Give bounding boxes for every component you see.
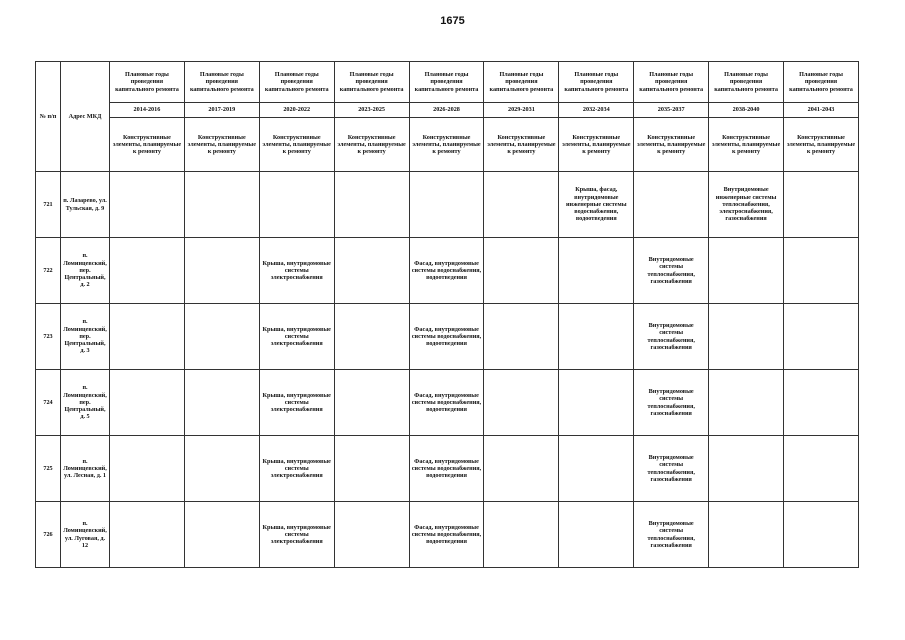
row-cell: Фасад, внутридомовые системы водоснабжения, водоотведения	[409, 238, 484, 304]
row-cell	[559, 370, 634, 436]
header-years: 2029-2031	[484, 103, 559, 118]
row-cell	[110, 172, 185, 238]
row-cell: Внутридомовые системы теплоснабжения, газоснабжения	[634, 370, 709, 436]
table-row	[36, 238, 859, 304]
header-period-title: Плановые годы проведения капитального ремонта	[259, 62, 334, 103]
row-cell	[784, 436, 859, 502]
row-cell	[334, 370, 409, 436]
header-period-title: Плановые годы проведения капитального ремонта	[559, 62, 634, 103]
header-sub: Конструктивные элементы, планируемые к ремонту	[559, 118, 634, 172]
row-cell	[409, 172, 484, 238]
row-cell: Фасад, внутридомовые системы водоснабжения, водоотведения	[409, 502, 484, 568]
header-years: 2035-2037	[634, 103, 709, 118]
table-row	[36, 304, 859, 370]
row-cell: Крыша, внутридомовые системы электроснабжения	[259, 304, 334, 370]
header-period-title: Плановые годы проведения капитального ремонта	[110, 62, 185, 103]
row-cell	[184, 238, 259, 304]
row-address: п. Ломинцевский, пер. Центральный, д. 3	[61, 304, 110, 370]
header-years: 2032-2034	[559, 103, 634, 118]
row-cell	[184, 436, 259, 502]
row-cell	[259, 172, 334, 238]
header-period-title: Плановые годы проведения капитального ремонта	[334, 62, 409, 103]
header-row-sub	[36, 118, 859, 172]
header-years: 2020-2022	[259, 103, 334, 118]
row-cell	[110, 370, 185, 436]
header-years: 2041-2043	[784, 103, 859, 118]
header-period-title: Плановые годы проведения капитального ремонта	[784, 62, 859, 103]
row-cell	[334, 436, 409, 502]
row-cell: Внутридомовые инженерные системы теплоснабжения, электроснабжения, газоснабжения	[709, 172, 784, 238]
row-cell: Фасад, внутридомовые системы водоснабжения, водоотведения	[409, 436, 484, 502]
row-cell: Внутридомовые системы теплоснабжения, газоснабжения	[634, 304, 709, 370]
row-cell: Фасад, внутридомовые системы водоснабжения, водоотведения	[409, 370, 484, 436]
row-number: 723	[36, 304, 61, 370]
row-cell	[484, 172, 559, 238]
row-number: 722	[36, 238, 61, 304]
row-cell	[709, 502, 784, 568]
header-row-years	[36, 103, 859, 118]
row-number: 724	[36, 370, 61, 436]
table-row	[36, 370, 859, 436]
row-cell	[484, 370, 559, 436]
row-cell	[334, 304, 409, 370]
row-cell	[484, 436, 559, 502]
row-cell	[184, 172, 259, 238]
header-period-title: Плановые годы проведения капитального ремонта	[709, 62, 784, 103]
header-period-title: Плановые годы проведения капитального ремонта	[484, 62, 559, 103]
row-cell	[110, 502, 185, 568]
header-sub: Конструктивные элементы, планируемые к ремонту	[334, 118, 409, 172]
row-cell	[334, 502, 409, 568]
row-cell	[110, 304, 185, 370]
row-address: п. Ломинцевский, пер. Центральный, д. 5	[61, 370, 110, 436]
row-cell: Внутридомовые системы теплоснабжения, газоснабжения	[634, 436, 709, 502]
row-cell	[709, 238, 784, 304]
row-cell	[709, 436, 784, 502]
row-cell: Крыша, фасад, внутридомовые инженерные системы водоснабжения, водоотведения	[559, 172, 634, 238]
row-cell	[784, 502, 859, 568]
header-sub: Конструктивные элементы, планируемые к ремонту	[484, 118, 559, 172]
header-sub: Конструктивные элементы, планируемые к ремонту	[259, 118, 334, 172]
row-number: 726	[36, 502, 61, 568]
header-years: 2038-2040	[709, 103, 784, 118]
header-sub: Конструктивные элементы, планируемые к ремонту	[110, 118, 185, 172]
row-cell: Крыша, внутридомовые системы электроснабжения	[259, 370, 334, 436]
row-cell: Крыша, внутридомовые системы электроснабжения	[259, 436, 334, 502]
header-sub: Конструктивные элементы, планируемые к ремонту	[784, 118, 859, 172]
row-cell	[784, 304, 859, 370]
row-cell	[184, 304, 259, 370]
row-cell: Крыша, внутридомовые системы электроснабжения	[259, 238, 334, 304]
row-cell	[484, 502, 559, 568]
table-row	[36, 172, 859, 238]
header-period-title: Плановые годы проведения капитального ремонта	[409, 62, 484, 103]
row-number: 725	[36, 436, 61, 502]
page-number: 1675	[440, 15, 465, 27]
header-sub: Конструктивные элементы, планируемые к ремонту	[184, 118, 259, 172]
header-years: 2014-2016	[110, 103, 185, 118]
row-cell: Фасад, внутридомовые системы водоснабжения, водоотведения	[409, 304, 484, 370]
row-cell	[110, 436, 185, 502]
row-address: п. Лазарево, ул. Тульская, д. 9	[61, 172, 110, 238]
row-cell	[559, 502, 634, 568]
row-cell: Крыша, внутридомовые системы электроснабжения	[259, 502, 334, 568]
header-sub: Конструктивные элементы, планируемые к ремонту	[409, 118, 484, 172]
row-cell	[784, 370, 859, 436]
row-cell	[559, 304, 634, 370]
row-cell	[184, 502, 259, 568]
row-cell	[484, 238, 559, 304]
row-cell	[709, 370, 784, 436]
header-period-title: Плановые годы проведения капитального ремонта	[184, 62, 259, 103]
header-years: 2017-2019	[184, 103, 259, 118]
row-cell	[784, 238, 859, 304]
header-row-titles	[36, 62, 859, 103]
row-cell: Внутридомовые системы теплоснабжения, газоснабжения	[634, 502, 709, 568]
header-sub: Конструктивные элементы, планируемые к ремонту	[709, 118, 784, 172]
row-number: 721	[36, 172, 61, 238]
header-years: 2023-2025	[334, 103, 409, 118]
row-cell	[634, 172, 709, 238]
capital-repair-table	[35, 61, 859, 568]
row-address: п. Ломинцевский, пер. Центральный, д. 2	[61, 238, 110, 304]
table-row	[36, 436, 859, 502]
header-years: 2026-2028	[409, 103, 484, 118]
row-cell	[184, 370, 259, 436]
row-cell	[484, 304, 559, 370]
row-cell	[334, 172, 409, 238]
header-num: № п/п	[36, 62, 61, 172]
row-cell: Внутридомовые системы теплоснабжения, газоснабжения	[634, 238, 709, 304]
row-cell	[784, 172, 859, 238]
row-cell	[559, 436, 634, 502]
row-address: п. Ломинцевский, ул. Лесная, д. 1	[61, 436, 110, 502]
row-cell	[709, 304, 784, 370]
table-row	[36, 502, 859, 568]
row-cell	[110, 238, 185, 304]
table-body	[36, 172, 859, 568]
row-address: п. Ломинцевский, ул. Луговая, д. 12	[61, 502, 110, 568]
header-address: Адрес МКД	[61, 62, 110, 172]
header-period-title: Плановые годы проведения капитального ремонта	[634, 62, 709, 103]
row-cell	[559, 238, 634, 304]
row-cell	[334, 238, 409, 304]
header-sub: Конструктивные элементы, планируемые к ремонту	[634, 118, 709, 172]
